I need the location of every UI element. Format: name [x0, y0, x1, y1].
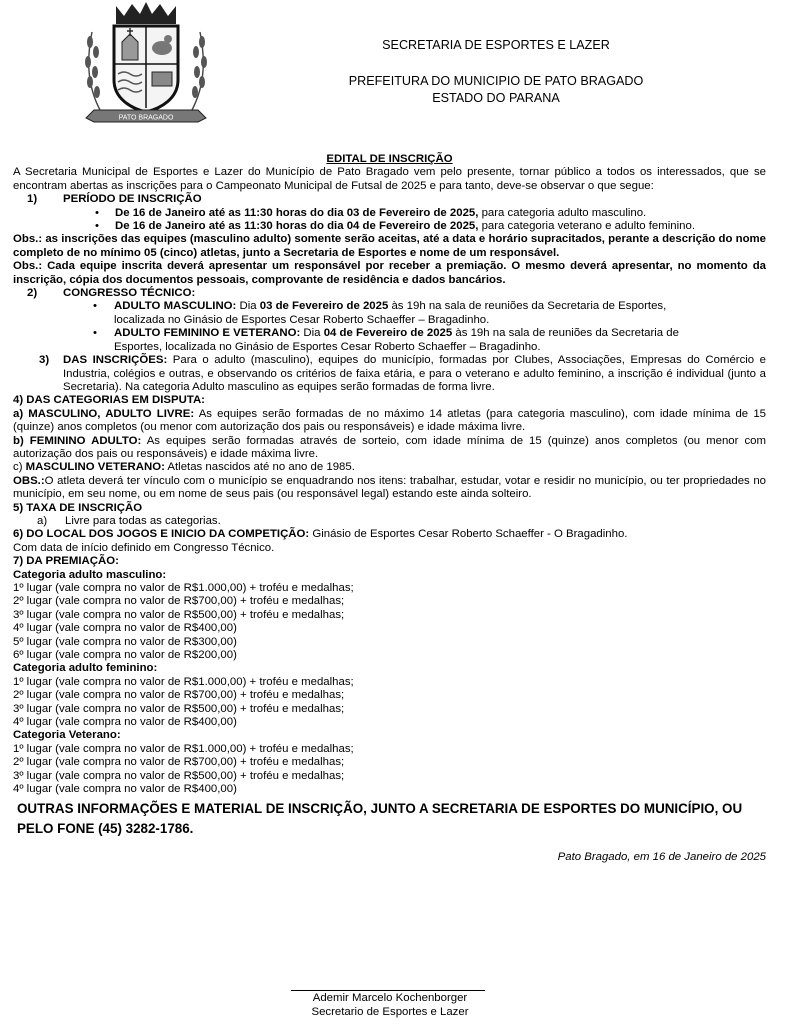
section-number: 1) — [27, 193, 38, 206]
intro-paragraph: A Secretaria Municipal de Esportes e Lazer do Município de Pato Bragado vem pelo presente, tornar público a todos os interessados, que se encontram abertas as inscrições para o Campeonato Municipal de Futsal de 2025 e para tanto, deve-se observar o que segue: — [13, 166, 766, 192]
obs-eligibility: OBS.:O atleta deverá ter vínculo com o município se enquadrando nos itens: trabalhar, estudar, votar e residir no município, ou ter propriedades no município, em seu nome, ou em nome de seus pais (ou responsável legal) estando este ainda solteiro. — [13, 474, 766, 501]
document-date: Pato Bragado, em 16 de Janeiro de 2025 — [557, 850, 766, 863]
document-title: EDITAL DE INSCRIÇÃO — [326, 153, 453, 165]
list-item: • ADULTO FEMININO E VETERANO: Dia 04 de Fevereiro de 2025 às 19h na sala de reuniões da Secretaria de Esportes, localizada no Ginásio de Esportes Cesar Roberto Schaeffer – Bragadinho. — [13, 327, 766, 354]
prize-category-title: Categoria adulto feminino: — [13, 662, 158, 675]
section-1-heading — [13, 193, 766, 206]
list-item: • ADULTO MASCULINO: Dia 03 de Fevereiro de 2025 às 19h na sala de reuniões da Secretaria de Esportes, localizada no Ginásio de Esportes Cesar Roberto Schaeffer – Bragadinho. — [13, 300, 766, 327]
prize-line: 1º lugar (vale compra no valor de R$1.000,00) + troféu e medalhas; — [13, 675, 354, 688]
prize-line: 4º lugar (vale compra no valor de R$400,00) — [13, 622, 237, 635]
prize-category-title: Categoria adulto masculino: — [13, 568, 167, 581]
section-number: 2) — [27, 287, 38, 300]
prize-line: 2º lugar (vale compra no valor de R$700,00) + troféu e medalhas; — [13, 756, 345, 769]
prize-category-title: Categoria Veterano: — [13, 729, 121, 742]
prize-line: 6º lugar (vale compra no valor de R$200,00) — [13, 649, 237, 662]
obs-2: Obs.: Cada equipe inscrita deverá apresentar um responsável por receber a premiação. O mesmo deverá apresentar, no momento da inscrição, cópia dos documentos pessoais, comprovante de residência e dados bancários. — [13, 260, 766, 286]
header-estado: ESTADO DO PARANA — [432, 91, 560, 105]
prize-line: 3º lugar (vale compra no valor de R$500,00) + troféu e medalhas; — [13, 769, 345, 782]
obs-1: Obs.: as inscrições das equipes (masculino adulto) somente serão aceitas, até a data e horário supracitados, perante a descrição do nome completo de no mínimo 05 (cinco) atletas, junto a Secretaria de Esportes e nome de um responsável. — [13, 233, 766, 259]
section-2-heading — [13, 287, 766, 300]
category-b: b) FEMININO ADULTO: As equipes serão formadas através de sorteio, com idade mínima de 15 (quinze) anos completos (ou menor com autorização dos pais ou responsáveis) e idade máxima livre. — [13, 434, 766, 460]
list-item: • De 16 de Janeiro até as 11:30 horas do dia 04 de Fevereiro de 2025, para categoria veterano e adulto feminino. — [13, 220, 766, 233]
section-5-heading: 5) TAXA DE INSCRIÇÃO — [13, 501, 143, 514]
header-prefeitura: PREFEITURA DO MUNICIPIO DE PATO BRAGADO — [348, 74, 644, 88]
category-a: a) MASCULINO, ADULTO LIVRE: As equipes serão formadas de no máximo 14 atletas (para categoria masculino), com idade mínima de 15 (quinze) anos completos (ou menor com autorização dos pais ou responsáveis) e idade máxima livre. — [13, 407, 766, 434]
section-4-heading: 4) DAS CATEGORIAS EM DISPUTA: — [13, 394, 205, 407]
prize-line: 1º lugar (vale compra no valor de R$1.000,00) + troféu e medalhas; — [13, 582, 354, 594]
prize-line: 5º lugar (vale compra no valor de R$300,00) — [13, 635, 237, 648]
list-item: • De 16 de Janeiro até as 11:30 horas do dia 03 de Fevereiro de 2025, para categoria adulto masculino. — [13, 207, 766, 220]
header-secretaria: SECRETARIA DE ESPORTES E LAZER — [382, 38, 610, 52]
prize-line: 4º lugar (vale compra no valor de R$400,00) — [13, 716, 237, 729]
section-title: PERÍODO DE INSCRIÇÃO — [63, 193, 202, 206]
crest-banner-text: PATO BRAGADO — [118, 114, 174, 122]
section-7-heading: 7) DA PREMIAÇÃO: — [13, 555, 119, 568]
signatory-role: Secretario de Esportes e Lazer — [311, 1006, 469, 1018]
section-3: 3) DAS INSCRIÇÕES: Para o adulto (masculino), equipes do município, formadas por Clubes, Associações, Empresas do Comércio e Industria, colégios e outras, e observando os critérios de faixa etária, e para o veterano e adulto feminino, a inscrição é individual (junto a Secretaria). Na categoria Adulto masculino as equipes serão formadas de forma livre. — [39, 354, 766, 393]
section-title: CONGRESSO TÉCNICO: — [63, 287, 196, 300]
prize-line: 3º lugar (vale compra no valor de R$500,00) + troféu e medalhas; — [13, 608, 345, 621]
prize-line: 2º lugar (vale compra no valor de R$700,00) + troféu e medalhas; — [13, 689, 345, 702]
prize-line: 1º lugar (vale compra no valor de R$1.000,00) + troféu e medalhas; — [13, 742, 354, 755]
contact-notice: OUTRAS INFORMAÇÕES E MATERIAL DE INSCRIÇÃO, JUNTO A SECRETARIA DE ESPORTES DO MUNICÍPIO, OU PELO FONE (45) 3282-1786. — [17, 800, 743, 836]
prize-line: 3º lugar (vale compra no valor de R$500,00) + troféu e medalhas; — [13, 702, 345, 715]
section-6: 6) DO LOCAL DOS JOGOS E INICIO DA COMPETIÇÃO: Ginásio de Esportes Cesar Roberto Schaeffer - O Bragadinho. — [13, 528, 628, 541]
signature-line — [291, 990, 485, 991]
prize-line: 2º lugar (vale compra no valor de R$700,00) + troféu e medalhas; — [13, 595, 345, 608]
municipal-crest-icon — [78, 2, 214, 124]
signatory-name: Ademir Marcelo Kochenborger — [312, 992, 468, 1004]
section-6-line2: Com data de início definido em Congresso Técnico. — [13, 541, 275, 554]
category-c: c) MASCULINO VETERANO: Atletas nascidos até no ano de 1985. — [13, 461, 355, 474]
document-body — [13, 153, 766, 864]
list-item: a) Livre para todas as categorias. — [37, 514, 221, 527]
prize-line: 4º lugar (vale compra no valor de R$400,00) — [13, 783, 237, 796]
